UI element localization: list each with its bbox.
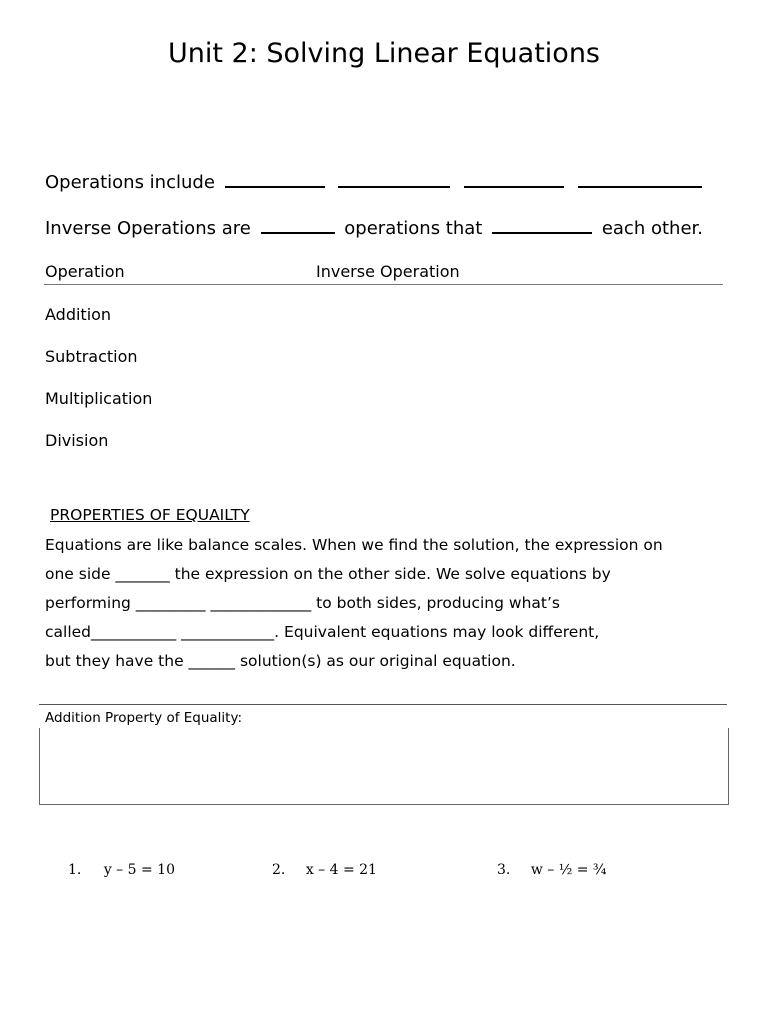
properties-line-5: but they have the ______ solution(s) as our original equation. [45, 652, 516, 670]
operations-line [45, 170, 706, 193]
blank-6 [492, 216, 592, 234]
col-header-operation: Operation [45, 262, 125, 281]
inverse-part1: Inverse Operations are [45, 218, 251, 239]
properties-line-2: one side _______ the expression on the other side. We solve equations by [45, 565, 611, 583]
addition-property-box [39, 728, 729, 805]
blank-1 [225, 170, 325, 188]
problem-3-number: 3. [497, 862, 511, 878]
page-title: Unit 2: Solving Linear Equations [167, 38, 600, 69]
operation-row-division: Division [45, 431, 109, 450]
operation-row-subtraction: Subtraction [45, 347, 138, 366]
box-top-rule [39, 704, 727, 705]
properties-line-1: Equations are like balance scales. When we find the solution, the expression on [45, 536, 663, 554]
problem-2-number: 2. [272, 862, 286, 878]
problem-3-equation: w – ½ = ¾ [530, 862, 607, 878]
table-header-rule [44, 284, 723, 285]
problem-3 [497, 862, 606, 878]
properties-heading: PROPERTIES OF EQUAILTY [50, 506, 250, 524]
blank-3 [464, 170, 564, 188]
properties-line-4: called___________ ____________. Equivalent equations may look different, [45, 623, 600, 641]
problem-2 [272, 862, 377, 878]
blank-4 [578, 170, 702, 188]
operation-row-addition: Addition [45, 305, 112, 324]
problem-1-number: 1. [68, 862, 82, 878]
problem-2-equation: x – 4 = 21 [305, 862, 377, 878]
col-header-inverse: Inverse Operation [316, 262, 460, 281]
blank-5 [261, 216, 335, 234]
inverse-line [45, 216, 703, 239]
operation-row-multiplication: Multiplication [45, 389, 153, 408]
inverse-part2: operations that [344, 218, 483, 239]
operations-prefix: Operations include [45, 172, 215, 193]
problem-1-equation: y – 5 = 10 [103, 862, 175, 878]
properties-line-3: performing _________ _____________ to both sides, producing what’s [45, 594, 560, 612]
inverse-part3: each other. [601, 218, 703, 239]
problem-1 [68, 862, 175, 878]
addition-property-label: Addition Property of Equality: [45, 710, 243, 726]
blank-2 [338, 170, 450, 188]
